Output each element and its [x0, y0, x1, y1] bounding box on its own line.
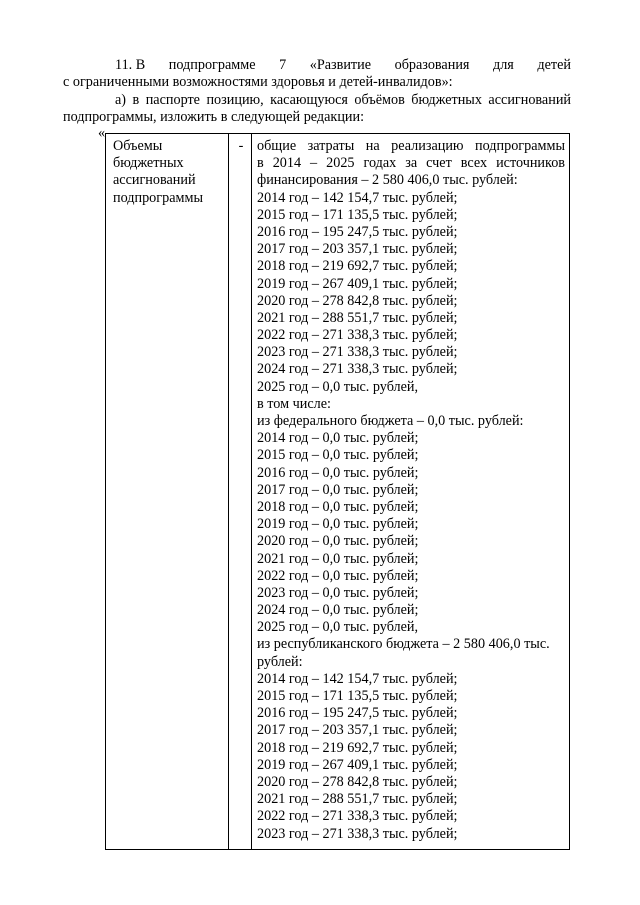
content-line: 2023 год – 271 338,3 тыс. рублей; — [257, 825, 458, 842]
intro-word: подпрограмме — [168, 57, 256, 73]
content-line: в 2014 – 2025 годах за счет всех источников — [257, 155, 565, 172]
content-line: 2015 год – 171 135,5 тыс. рублей; — [257, 688, 458, 704]
paragraph-11-line2: с ограниченными возможностями здоровья и детей-инвалидов»: — [63, 74, 453, 90]
content-line: 2015 год – 171 135,5 тыс. рублей; — [257, 206, 458, 223]
table-divider-2 — [251, 134, 252, 849]
content-line: 2024 год – 0,0 тыс. рублей; — [257, 602, 419, 619]
content-line: общие затраты на реализацию подпрограммы — [257, 138, 565, 154]
content-line: 2014 год – 142 154,7 тыс. рублей; — [257, 189, 458, 206]
content-line: 2021 год – 288 551,7 тыс. рублей; — [257, 309, 458, 326]
content-line: из республиканского бюджета – 2 580 406,0 тыс. — [257, 636, 550, 653]
content-line: 2020 год – 278 842,8 тыс. рублей; — [257, 292, 458, 309]
label-line: Объемы — [113, 138, 163, 154]
label-line: подпрограммы — [113, 189, 203, 206]
content-line: 2025 год – 0,0 тыс. рублей, — [257, 619, 419, 636]
content-line: 2018 год – 219 692,7 тыс. рублей; — [257, 258, 458, 275]
table-content-cell — [257, 138, 565, 843]
content-line: 2021 год – 288 551,7 тыс. рублей; — [257, 791, 458, 808]
content-line: 2016 год – 195 247,5 тыс. рублей; — [257, 223, 458, 240]
label-line: ассигнований — [113, 172, 196, 189]
content-line: 2019 год – 267 409,1 тыс. рублей; — [257, 275, 458, 292]
content-line: 2022 год – 271 338,3 тыс. рублей; — [257, 327, 458, 344]
content-line: 2022 год – 271 338,3 тыс. рублей; — [257, 808, 458, 825]
content-line: из федерального бюджета – 0,0 тыс. рублей: — [257, 413, 524, 429]
intro-word: 7 — [279, 57, 287, 73]
content-line: рублей: — [257, 653, 303, 670]
intro-word: 11. В — [115, 57, 146, 73]
content-line: 2025 год – 0,0 тыс. рублей, — [257, 378, 419, 395]
content-line: финансирования – 2 580 406,0 тыс. рублей: — [257, 172, 518, 189]
intro-word: образования — [394, 57, 470, 73]
paragraph-a-line2: подпрограммы, изложить в следующей редакции: — [63, 109, 365, 125]
content-line: 2016 год – 0,0 тыс. рублей; — [257, 464, 419, 481]
label-line: бюджетных — [113, 155, 184, 172]
intro-word: «Развитие — [309, 57, 372, 73]
content-line: 2014 год – 142 154,7 тыс. рублей; — [257, 670, 458, 687]
table-dash-cell — [234, 138, 248, 155]
content-line: 2024 год – 271 338,3 тыс. рублей; — [257, 361, 458, 378]
content-line: 2022 год – 0,0 тыс. рублей; — [257, 567, 419, 584]
content-line: 2018 год – 219 692,7 тыс. рублей; — [257, 739, 458, 756]
dash: - — [238, 138, 244, 154]
paragraph-11-line1 — [115, 57, 571, 74]
opening-quote: « — [98, 125, 106, 141]
content-line: 2023 год – 271 338,3 тыс. рублей; — [257, 344, 458, 361]
content-line: 2017 год – 203 357,1 тыс. рублей; — [257, 722, 458, 739]
budget-table — [105, 133, 570, 850]
content-line: 2021 год – 0,0 тыс. рублей; — [257, 550, 419, 567]
content-line: 2023 год – 0,0 тыс. рублей; — [257, 584, 419, 601]
content-line: 2019 год – 267 409,1 тыс. рублей; — [257, 756, 458, 773]
content-line: 2020 год – 278 842,8 тыс. рублей; — [257, 773, 458, 790]
content-line: 2014 год – 0,0 тыс. рублей; — [257, 430, 419, 447]
content-line: 2016 год – 195 247,5 тыс. рублей; — [257, 705, 458, 722]
content-line: 2017 год – 203 357,1 тыс. рублей; — [257, 241, 458, 258]
content-line: 2019 год – 0,0 тыс. рублей; — [257, 516, 419, 533]
table-label-cell — [113, 138, 228, 207]
intro-word: для — [493, 57, 514, 73]
content-line: 2015 год – 0,0 тыс. рублей; — [257, 447, 419, 464]
intro-word: детей — [537, 57, 571, 73]
content-line: 2018 год – 0,0 тыс. рублей; — [257, 498, 419, 515]
content-line: 2017 год – 0,0 тыс. рублей; — [257, 481, 419, 498]
paragraph-a-line1: а) в паспорте позицию, касающуюся объёмов бюджетных ассигнований — [115, 92, 571, 108]
content-line: в том числе: — [257, 395, 331, 412]
content-line: 2020 год – 0,0 тыс. рублей; — [257, 533, 419, 550]
table-divider-1 — [228, 134, 229, 849]
